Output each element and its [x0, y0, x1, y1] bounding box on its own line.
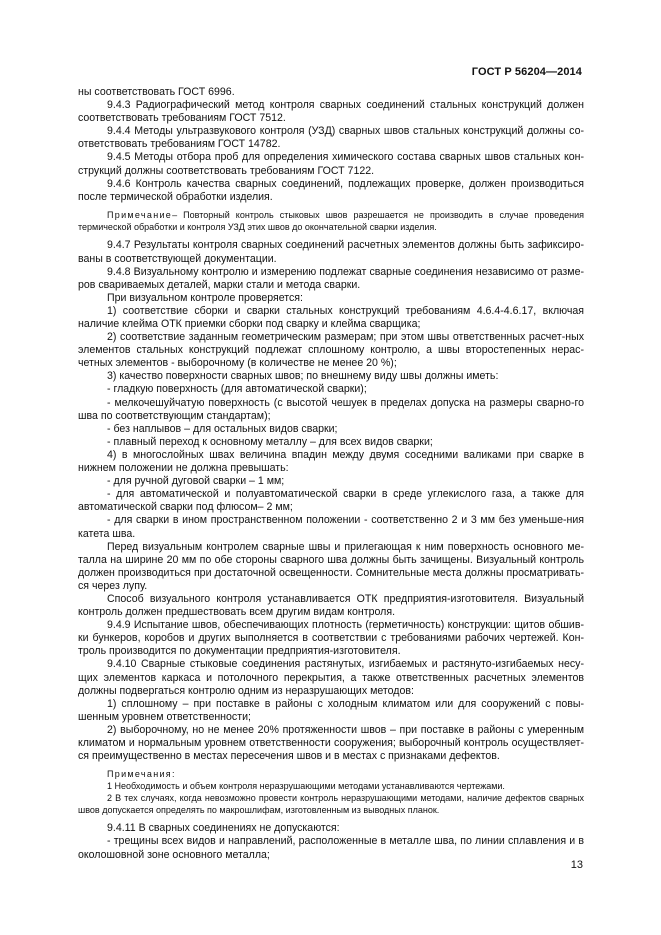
list-item-4: 4) в многослойных швах величина впадин между двумя соседними валиками при сварке в нижнем положении не должна превышать: — [78, 448, 584, 475]
paragraph-9-4-10: 9.4.10 Сварные стыковые соединения растянутых, изгибаемых и растянуто-изгибаемых несу-щих элементов каркаса и потолочного перекрытия, а также ответственных расчетных элементов должны подвергаться контролю одним из неразрушающих методов: — [78, 658, 584, 697]
note-label: Примечание — [107, 209, 173, 220]
list-dash-item: - трещины всех видов и направлений, расположенные в металле шва, по линии сплавления и в околошовной зоне основного металла; — [78, 835, 584, 861]
list-item-2: 2) выборочному, но не менее 20% протяженности швов – при поставке в районы с умеренным климатом и нормальным уровнем ответственности сооружения; выборочный контроль осуществляет-ся преимущественно в местах пересечения швов и в местах с признаками дефектов. — [78, 723, 584, 763]
paragraph-continued: ны соответствовать ГОСТ 6996. — [78, 86, 235, 98]
document-body — [78, 86, 584, 862]
paragraph-9-4-5: 9.4.5 Методы отбора проб для определения химического состава сварных швов стальных кон-струкций должны соответствовать требованиям ГОСТ 7122. — [78, 151, 584, 177]
notes-heading: Примечания: — [107, 769, 176, 780]
note-item-2: 2 В тех случаях, когда невозможно провести контроль неразрушающими методами, наличие дефектов сварных швов допускается определять по макрошлифам, изготовленным из выводных планок. — [78, 792, 584, 815]
list-dash-item: - мелкочешуйчатую поверхность (с высотой чешуек в пределах допуска на размеры сварно-го шва по соответствующим стандартам); — [78, 396, 584, 422]
list-item-1: 1) сплошному – при поставке в районы с холодным климатом или для сооружений с повы-шенным уровнем ответственности; — [78, 697, 584, 723]
list-item-1: 1) соответствие сборки и сварки стальных конструкций требованиям 4.6.4-4.6.17, включая наличие клейма ОТК приемки сборки под сварку и клейма сварщика; — [78, 304, 584, 330]
list-item-3: 3) качество поверхности сварных швов; по внешнему виду швы должны иметь: — [107, 370, 499, 383]
paragraph-9-4-6: 9.4.6 Контроль качества сварных соединений, подлежащих проверке, должен производиться после термической обработки изделия. — [78, 177, 584, 203]
note-repeat-control — [78, 210, 584, 234]
list-dash-item: - плавный переход к основному металлу – для всех видов сварки; — [107, 435, 433, 448]
note-text: – Повторный контроль стыковых швов разрешается не производить в случае проведения термической обработки и контроля УЗД этих швов до окончательной сварки изделия. — [78, 209, 584, 232]
list-dash-item: - для сварки в ином пространственном положении - соответственно 2 и 3 мм без уменьше-ния катета шва. — [78, 514, 584, 540]
paragraph-cleaning: Перед визуальным контролем сварные швы и прилегающая к ним поверхность основного ме-талла на ширине 20 мм по обе стороны сварного шва должны быть зачищены. Визуальный контроль должен производиться при достаточной освещенности. Сомнительные места должны просматривать-ся через лупу. — [78, 540, 584, 592]
paragraph-9-4-4: 9.4.4 Методы ультразвукового контроля (УЗД) сварных швов стальных конструкций должны со-ответствовать требованиям ГОСТ 14782. — [78, 125, 584, 151]
page-number: 13 — [570, 859, 583, 871]
paragraph-9-4-9: 9.4.9 Испытание швов, обеспечивающих плотность (герметичность) конструкции: щитов обшив-ки бункеров, коробов и других выполняется в соответствии с требованиями рабочих чертежей. Кон-троль производится по документации предприятия-изготовителя. — [78, 619, 584, 658]
list-dash-item: - без наплывов – для остальных видов сварки; — [107, 422, 338, 435]
paragraph-9-4-8: 9.4.8 Визуальному контролю и измерению подлежат сварные соединения независимо от разме-ров свариваемых деталей, марки стали и метода сварки. — [78, 265, 584, 291]
list-item-2: 2) соответствие заданным геометрическим размерам; при этом швы ответственных расчет-ных элементов стальных конструкций подлежат сплошному контролю, а швы второстепенных нерас-четных элементов - выборочному (в количестве не менее 20 %); — [78, 331, 584, 370]
paragraph-9-4-11: 9.4.11 В сварных соединениях не допускаются: — [107, 822, 340, 835]
list-dash-item: - для автоматической и полуавтоматической сварки в среде углекислого газа, а также для автоматической сварки под флюсом– 2 мм; — [78, 488, 584, 514]
paragraph-visual-method: Способ визуального контроля устанавливается ОТК предприятия-изготовителя. Визуальный контроль должен предшествовать всем другим видам контроля. — [78, 592, 584, 619]
list-dash-item: - для ручной дуговой сварки – 1 мм; — [107, 475, 285, 488]
paragraph-9-4-3: 9.4.3 Радиографический метод контроля сварных соединений стальных конструкций должен соответствовать требованиям ГОСТ 7512. — [78, 99, 584, 125]
visual-control-intro: При визуальном контроле проверяется: — [107, 291, 303, 304]
paragraph-9-4-7: 9.4.7 Результаты контроля сварных соединений расчетных элементов должны быть зафиксиро-ваны в соответствующей документации. — [78, 239, 584, 265]
list-dash-item: - гладкую поверхность (для автоматической сварки); — [107, 383, 367, 396]
document-code-header: ГОСТ Р 56204—2014 — [471, 66, 582, 78]
note-item-1: 1 Необходимость и объем контроля неразрушающими методами устанавливаются чертежами. — [107, 780, 505, 791]
